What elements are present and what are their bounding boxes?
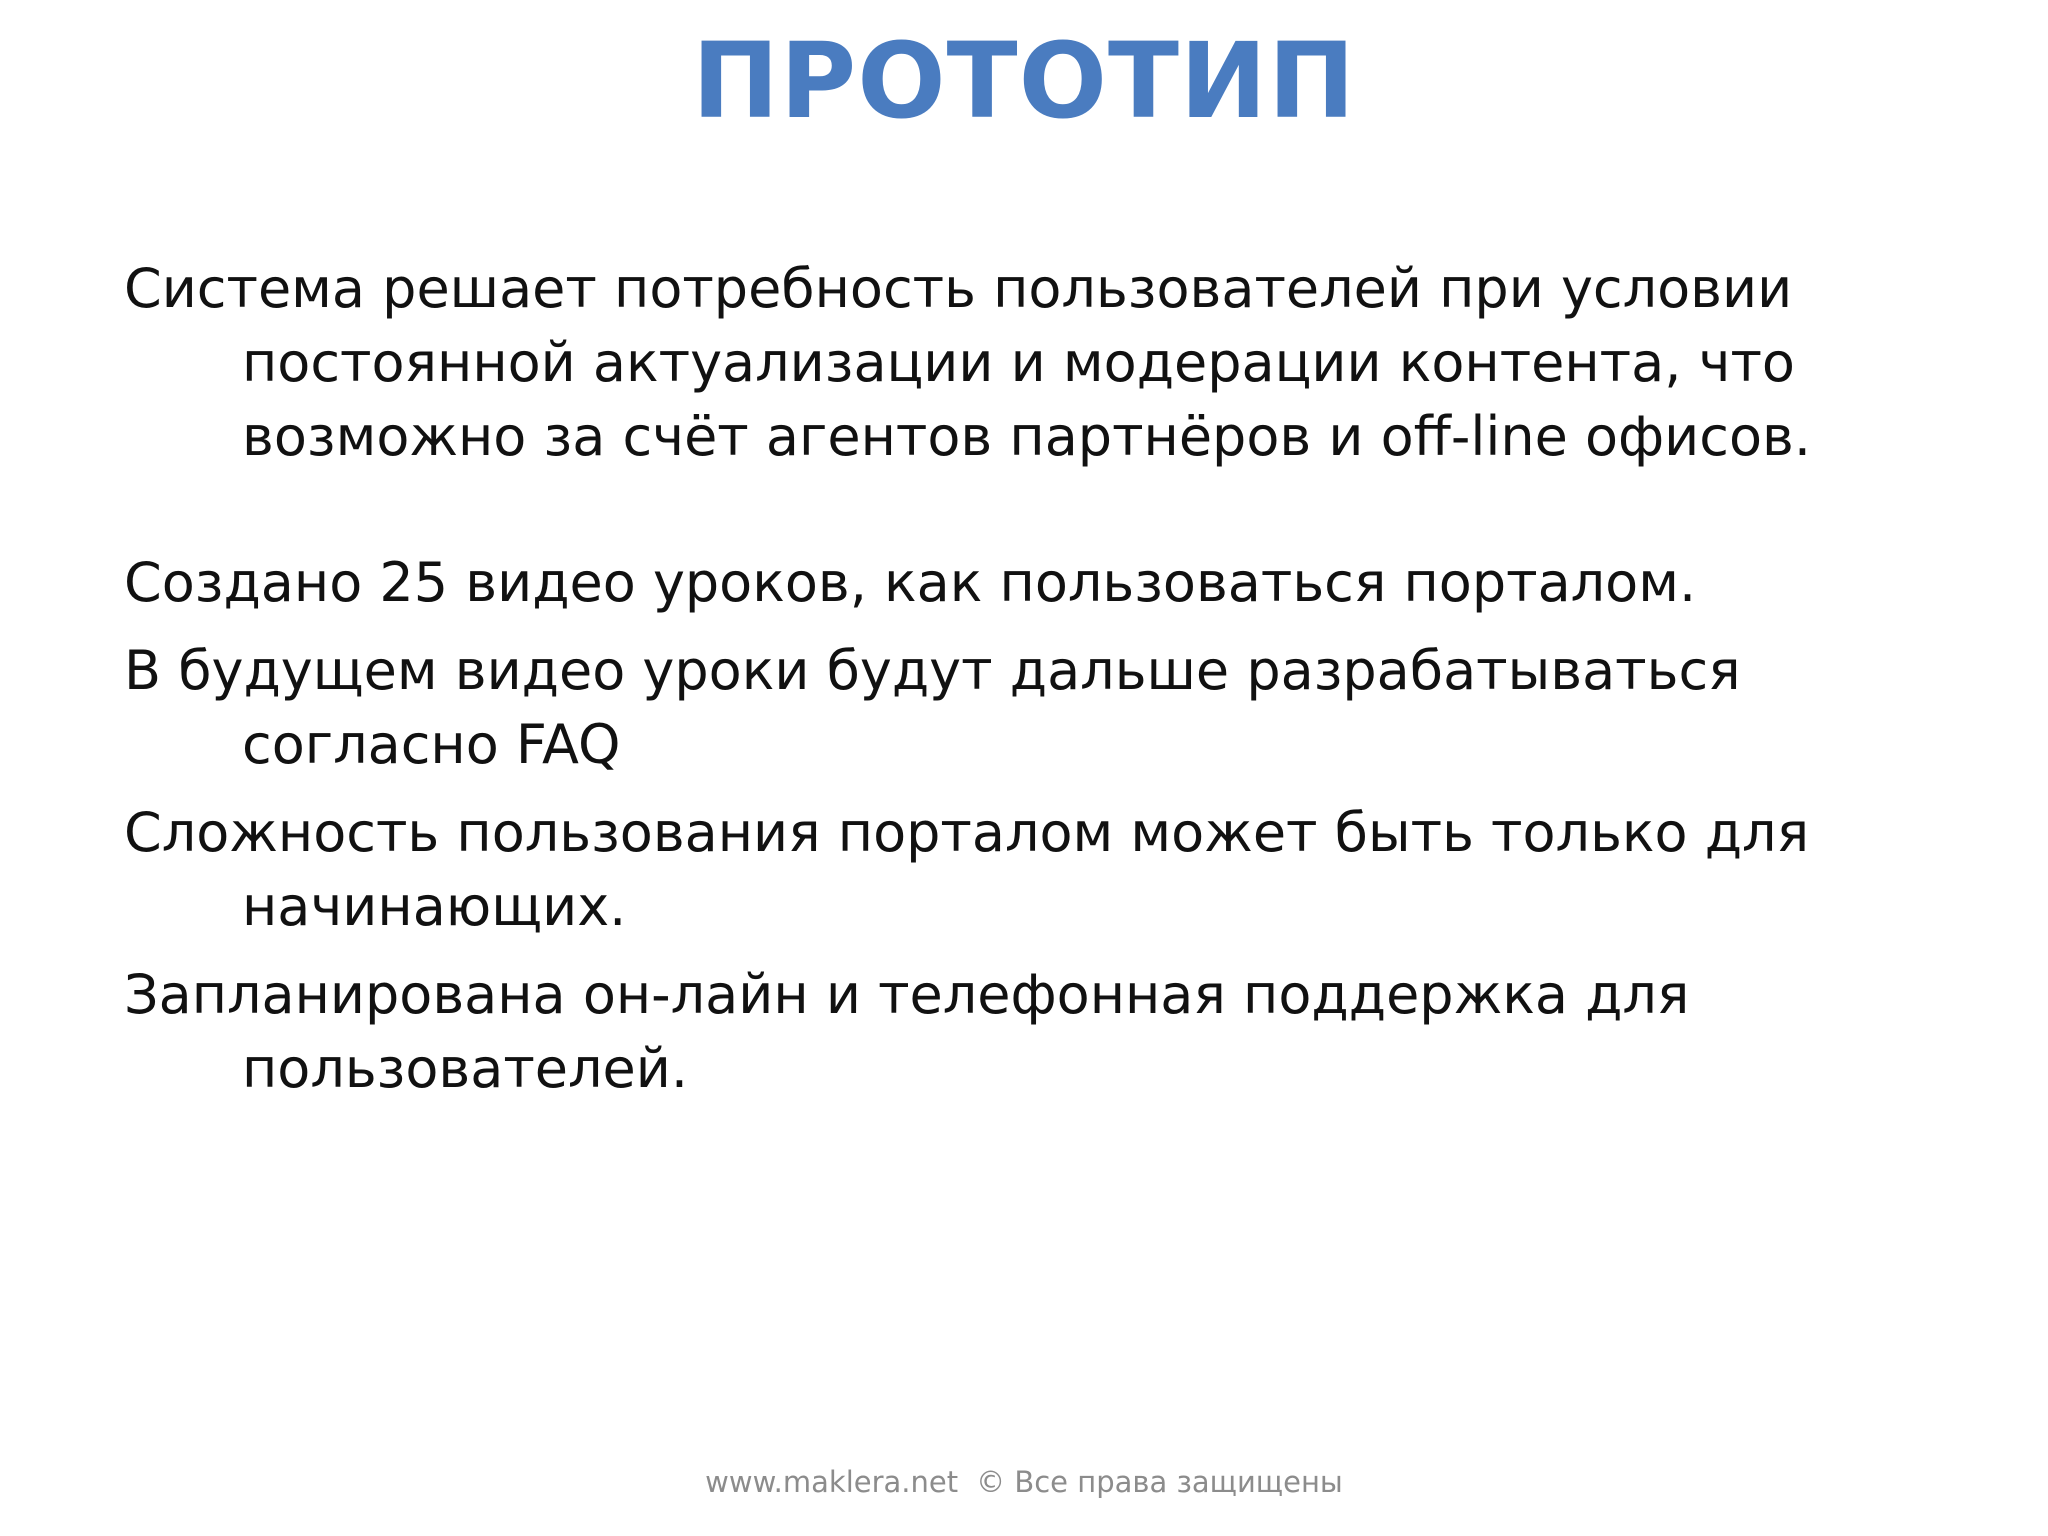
- paragraph-complexity: Сложность пользования порталом может быть только для начинающих.: [124, 801, 1810, 938]
- slide-body: [124, 252, 1884, 1106]
- paragraph-spacer: [124, 620, 1884, 634]
- paragraph-video-lessons: Создано 25 видео уроков, как пользоваться порталом.: [124, 551, 1697, 614]
- paragraph-spacer: [124, 782, 1884, 796]
- paragraph-spacer: [124, 944, 1884, 958]
- paragraph-support: Запланирована он-лайн и телефонная поддержка для пользователей.: [124, 963, 1690, 1100]
- footer-site: www.maklera.net: [705, 1465, 959, 1499]
- slide-title: ПРОТОТИП: [691, 20, 1357, 142]
- slide-footer: [0, 1462, 2048, 1502]
- paragraph-spacer: [124, 474, 1884, 546]
- footer-copyright: © Все права защищены: [976, 1465, 1343, 1499]
- paragraph-future-lessons: В будущем видео уроки будут дальше разрабатываться согласно FAQ: [124, 639, 1741, 776]
- paragraph-system-needs: Система решает потребность пользователей при условии постоянной актуализации и модерации контента, что возможно за счёт агентов партнёров и off-line офисов.: [124, 257, 1811, 468]
